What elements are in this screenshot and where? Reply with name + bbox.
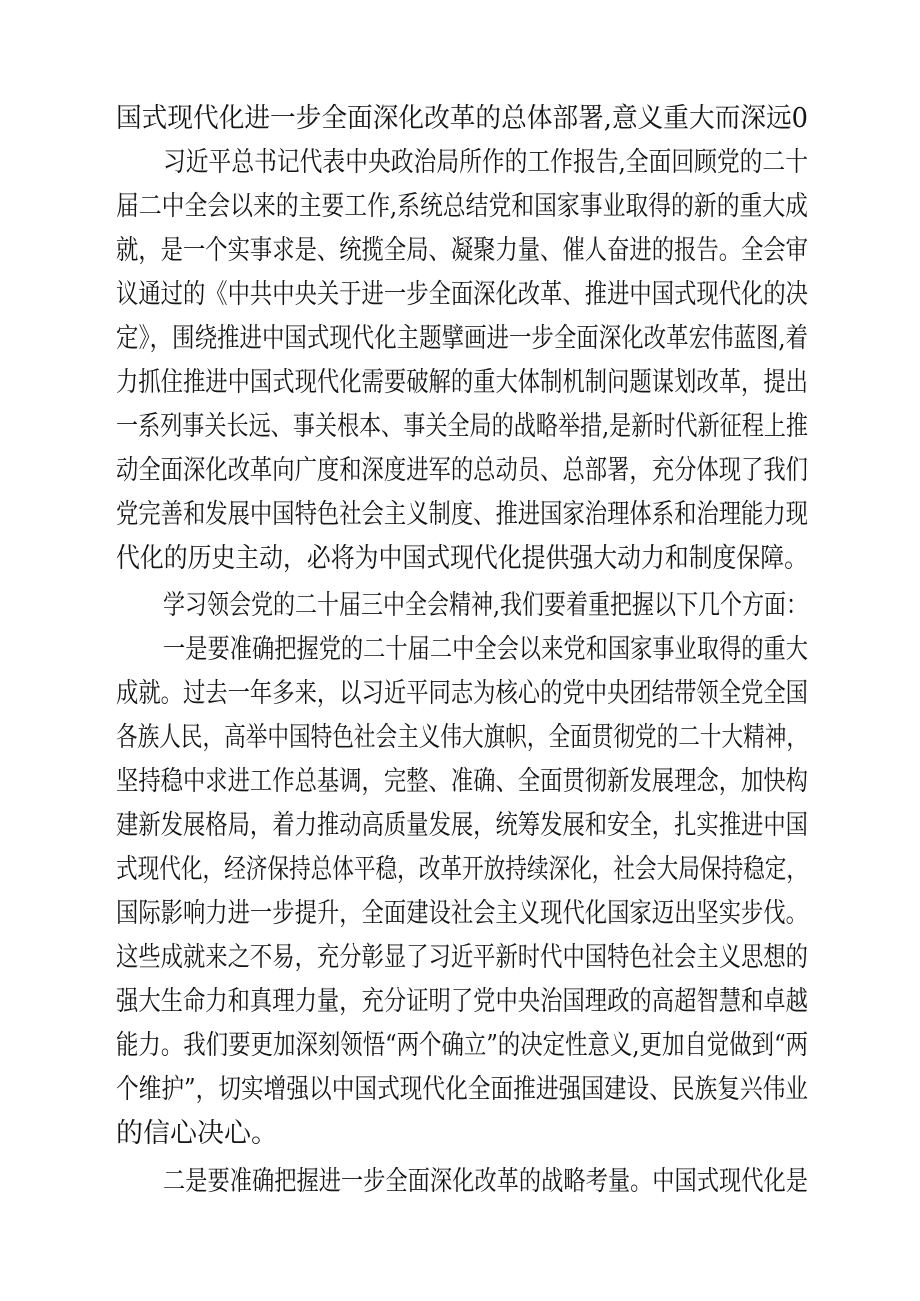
text-line <box>0 980 920 1024</box>
text-line <box>0 273 920 317</box>
line-text: 建新发展格局，着力推动高质量发展，统筹发展和安全，扎实推进中国 <box>116 810 808 841</box>
line-text: 届二中全会以来的主要工作,系统总结党和国家事业取得的新的重大成 <box>116 191 808 222</box>
text-line <box>0 892 920 936</box>
text-line <box>0 361 920 405</box>
line-text: 动全面深化改革向广度和深度进军的总动员、总部署，充分体现了我们 <box>116 455 808 486</box>
text-line <box>0 760 920 804</box>
line-text: 强大生命力和真理力量，充分证明了党中央治国理政的高超智慧和卓越 <box>116 986 808 1017</box>
text-line <box>0 1068 920 1112</box>
text-line <box>0 449 920 493</box>
text-line <box>0 537 920 581</box>
line-text: 这些成就来之不易，充分彰显了习近平新时代中国特色社会主义思想的 <box>116 942 808 973</box>
line-text: 力抓住推进中国式现代化需要破解的重大体制机制问题谋划改革，提出 <box>116 367 808 398</box>
text-line <box>0 672 920 716</box>
line-text: 国式现代化进一步全面深化改革的总体部署,意义重大而深远0 <box>116 103 808 134</box>
line-text: 学习领会党的二十届三中全会精神,我们要着重把握以下几个方面： <box>163 590 808 621</box>
line-text: 议通过的《中共中央关于进一步全面深化改革、推进中国式现代化的决 <box>116 279 808 310</box>
line-text: 各族人民，高举中国特色社会主义伟大旗帜，全面贯彻党的二十大精神， <box>116 722 808 753</box>
line-text: 代化的历史主动，必将为中国式现代化提供强大动力和制度保障。 <box>116 543 808 574</box>
line-text: 的信心决心。 <box>116 1118 278 1149</box>
line-text: 成就。过去一年多来，以习近平同志为核心的党中央团结带领全党全国 <box>116 678 808 709</box>
line-text: 国际影响力进一步提升，全面建设社会主义现代化国家迈出坚实步伐。 <box>116 898 808 929</box>
text-line <box>0 848 920 892</box>
line-text: 坚持稳中求进工作总基调，完整、准确、全面贯彻新发展理念，加快构 <box>116 766 808 797</box>
line-text: 二是要准确把握进一步全面深化改革的战略考量。中国式现代化是 <box>163 1166 808 1197</box>
line-text: 就，是一个实事求是、统揽全局、凝聚力量、催人奋进的报告。全会审 <box>116 235 808 266</box>
line-text: 习近平总书记代表中央政治局所作的工作报告,全面回顾党的二十 <box>163 147 808 178</box>
text-line <box>0 405 920 449</box>
text-line <box>0 1160 920 1204</box>
line-text: 一是要准确把握党的二十届二中全会以来党和国家事业取得的重大 <box>163 634 808 665</box>
line-text: 一系列事关长远、事关根本、事关全局的战略举措,是新时代新征程上推 <box>116 411 808 442</box>
text-line <box>0 493 920 537</box>
line-text: 个维护”，切实增强以中国式现代化全面推进强国建设、民族复兴伟业 <box>116 1074 808 1105</box>
line-text: 定》，围绕推进中国式现代化主题擘画进一步全面深化改革宏伟蓝图,着 <box>116 323 808 354</box>
line-text: 能力。我们要更加深刻领悟“两个确立”的决定性意义,更加自觉做到“两 <box>116 1030 808 1061</box>
line-text: 式现代化，经济保持总体平稳，改革开放持续深化，社会大局保持稳定， <box>116 854 808 885</box>
text-line <box>0 185 920 229</box>
line-text: 党完善和发展中国特色社会主义制度、推进国家治理体系和治理能力现 <box>116 499 808 530</box>
text-line <box>0 141 920 185</box>
text-line <box>0 229 920 273</box>
text-line <box>0 1024 920 1068</box>
text-line <box>0 97 920 141</box>
text-line <box>0 936 920 980</box>
text-line <box>0 1112 920 1156</box>
text-line <box>0 716 920 760</box>
text-line <box>0 317 920 361</box>
text-line <box>0 804 920 848</box>
text-line <box>0 628 920 672</box>
text-line <box>0 584 920 628</box>
